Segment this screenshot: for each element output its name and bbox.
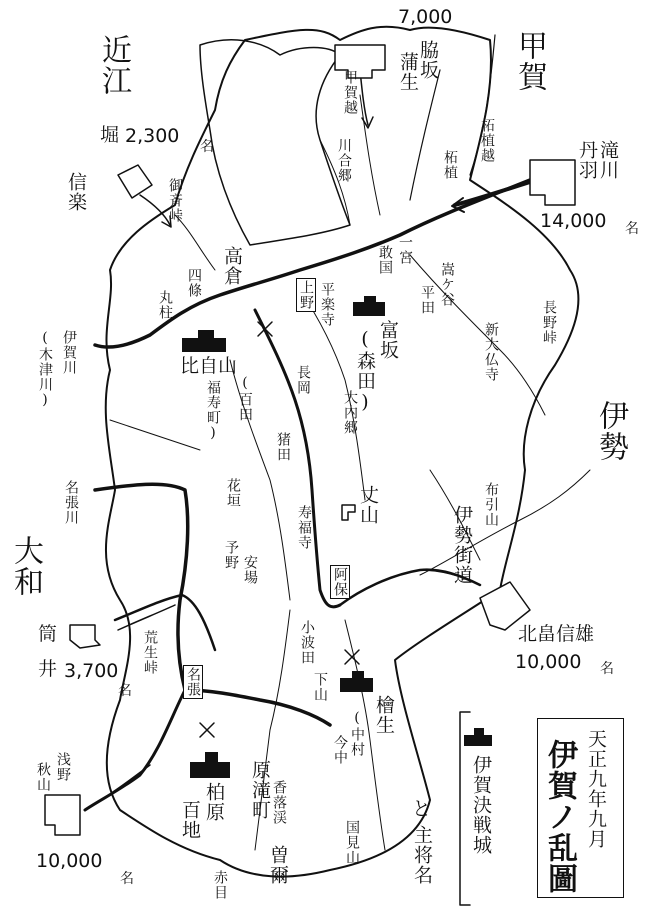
- army-hori-unit: 名: [200, 139, 214, 155]
- army-gamo-count: 7,000: [398, 6, 453, 28]
- army-shigaraki: 信楽: [65, 172, 87, 212]
- place-abo: 阿保: [332, 567, 348, 597]
- title-line1: 天正九年九月: [585, 729, 607, 849]
- title-line2: 伊賀ノ乱圖: [542, 739, 577, 894]
- castle-kashiwabara: [190, 752, 230, 778]
- province-yamato: 大和: [8, 535, 43, 597]
- legend-and-label: と: [412, 798, 432, 820]
- road-otoge: [175, 215, 215, 270]
- place-takakura: 高倉: [221, 246, 243, 286]
- road-ise: [420, 470, 590, 575]
- road-kawai-go: 川合郷: [336, 138, 352, 183]
- place-hyakuda: (百田: [237, 375, 253, 422]
- place-oyoshi: 小波田: [299, 620, 315, 665]
- place-akame: 赤目: [212, 870, 228, 900]
- road-nunobiki: 布引山: [483, 482, 499, 527]
- camp-tsutsui: [70, 625, 100, 648]
- legend-castle-label: 伊賀決戦城: [470, 755, 492, 855]
- army-takigawa-a: 滝川: [597, 140, 619, 180]
- place-kunimi: 国見山: [344, 820, 360, 865]
- army-hori-count: 2,300: [125, 125, 180, 147]
- army-takigawa-b: 丹羽: [576, 140, 598, 180]
- place-inoda: 猪田: [275, 432, 291, 462]
- river-central: [255, 310, 340, 607]
- camp-takigawa: [530, 160, 575, 205]
- arrow-asano: [85, 765, 150, 810]
- place-iga-river: 伊賀川: [61, 330, 77, 375]
- army-gamo-b: 蒲生: [397, 52, 419, 92]
- place-bunzan: 丈山: [357, 485, 379, 525]
- place-morita: (森田): [354, 328, 376, 414]
- camp-bunzan: [342, 505, 355, 520]
- map-title: [537, 718, 624, 898]
- place-maruhara: 丸柱: [157, 290, 173, 320]
- place-fukuju: 福寿町): [205, 380, 221, 442]
- road-nagano-toge: 長野峠: [541, 300, 557, 345]
- army-tsutsui-unit: 名: [118, 683, 132, 699]
- place-kasagi: 香落渓: [271, 780, 287, 825]
- place-sone: 曽爾: [267, 845, 289, 885]
- province-omi: 近江: [96, 34, 131, 96]
- place-ueno: 上野: [298, 280, 314, 310]
- place-tomizaka: 富坂: [377, 320, 399, 360]
- place-nabari-river: 名張川: [63, 480, 79, 525]
- army-takigawa-unit: 名: [625, 221, 639, 237]
- place-juhukuji: 寿福寺: [296, 505, 312, 550]
- place-heiraku: 平楽寺: [319, 282, 335, 327]
- army-nobukatsu-count: 10,000: [515, 651, 582, 673]
- castle-hijiyama: [182, 330, 226, 352]
- place-nakamura: (中村: [349, 710, 365, 757]
- place-kinoto: 予野: [223, 540, 239, 570]
- legend: [411, 705, 499, 905]
- place-nagaoka: 長岡: [295, 365, 311, 395]
- road-west: [110, 420, 200, 450]
- road-tsuge: 柘植: [442, 150, 458, 180]
- army-gamo-a: 脇坂: [417, 40, 439, 80]
- road-tsuge-goe: 柘植越: [479, 118, 495, 163]
- army-asano-count: 10,000: [36, 850, 103, 872]
- camp-shigaraki: [118, 165, 152, 198]
- place-kizu-river: (木津川): [37, 330, 53, 409]
- army-nobukatsu-name: 北畠信雄: [518, 623, 595, 645]
- place-momochi: 百地: [179, 800, 201, 840]
- arrow-takigawa: [455, 182, 530, 205]
- place-ichinomiya: 一宮: [397, 235, 413, 265]
- castle-tomizaka: [353, 296, 385, 316]
- place-hinoki: 檜生: [373, 695, 395, 735]
- place-shindaibutsu: 新大仏寺: [483, 322, 499, 382]
- army-nobukatsu-unit: 名: [600, 661, 614, 677]
- army-takigawa-count: 14,000: [540, 210, 607, 232]
- road-kurami-toge: 荒生峠: [142, 630, 158, 675]
- place-hijiyama: 比自山: [180, 355, 238, 377]
- road-ise-kaido: 伊勢街道: [451, 505, 473, 585]
- place-imanaka: 今中: [332, 735, 348, 765]
- province-ise: 伊勢: [593, 400, 628, 462]
- road-koga: [360, 95, 380, 215]
- place-yasukawa: 安場: [242, 555, 258, 585]
- army-asano-unit: 名: [120, 871, 134, 887]
- koka-region: [200, 40, 350, 245]
- army-asano-a: 浅野: [55, 752, 71, 782]
- river-tsuge: [95, 180, 530, 347]
- place-kashiwabara: 柏原: [203, 782, 225, 822]
- arrow-tsutsui: [118, 605, 175, 630]
- castle-hinoki: [340, 671, 373, 692]
- road-north-east: [410, 255, 545, 415]
- army-tsutsui-a: 筒: [38, 623, 58, 645]
- place-haratake: 原滝町: [249, 760, 271, 820]
- army-tsutsui-count: 3,700: [64, 660, 119, 682]
- army-tsutsui-b: 井: [38, 658, 58, 680]
- road-otoge: 御斉峠: [167, 178, 183, 223]
- place-nabari: 名張: [185, 667, 201, 697]
- battle-x-2: [345, 650, 359, 664]
- place-shijo: 四條: [186, 268, 202, 298]
- province-koka: 甲賀: [512, 30, 547, 92]
- place-tomiyoshi: 敢国: [377, 245, 393, 275]
- army-hori-name: 堀: [100, 124, 120, 146]
- road-koga-goe: 甲賀越: [342, 70, 358, 115]
- camp-asano: [45, 795, 80, 835]
- battle-x-3: [200, 723, 214, 737]
- battle-x-1: [258, 322, 272, 336]
- place-ouchi: 大内郷: [342, 390, 358, 435]
- place-hanagaki: 花垣: [225, 478, 241, 508]
- place-shimoyama: 下山: [312, 672, 328, 702]
- army-asano-b: 秋山: [35, 762, 51, 792]
- place-heita: 平田: [419, 285, 435, 315]
- river-sw: [85, 690, 185, 810]
- legend-name-label: 主将名: [411, 825, 433, 885]
- place-shira: 嵩ケ谷: [439, 262, 455, 307]
